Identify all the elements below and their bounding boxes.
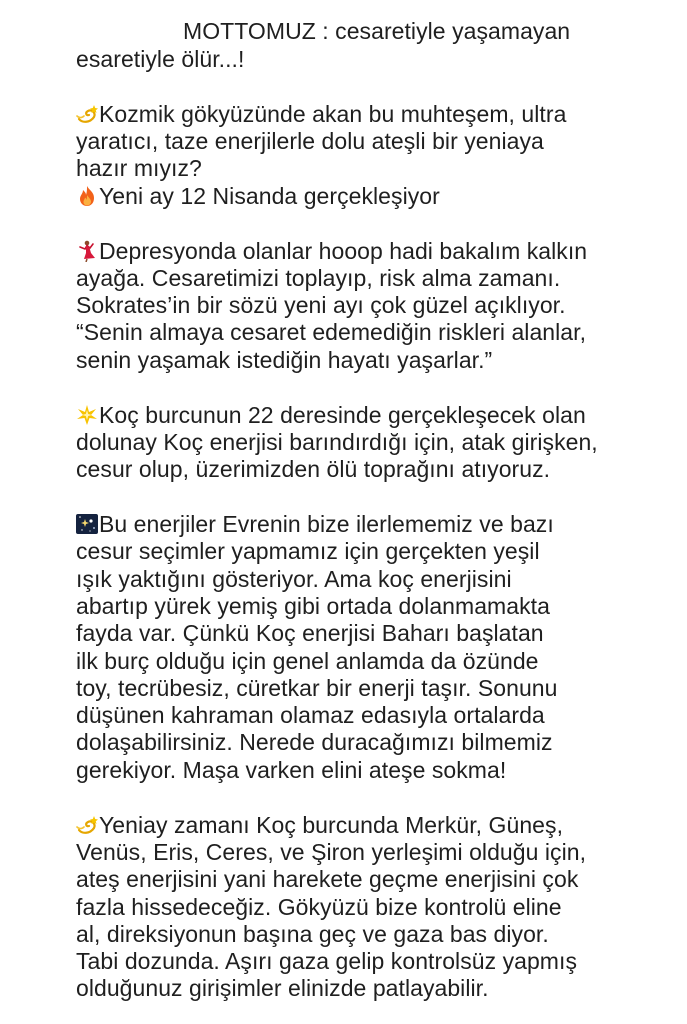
paragraph-5-line-7: toy, tecrübesiz, cüretkar bir enerji taşır. Sonunu <box>76 675 558 701</box>
paragraph-1-line-3: hazır mıyız? <box>76 155 202 181</box>
paragraph-5-line-4: abartıp yürek yemiş gibi ortada dolanmamakta <box>76 593 550 619</box>
paragraph-4-text-1: Koç burcunun 22 deresinde gerçekleşecek olan <box>99 402 586 428</box>
paragraph-6-line-7: olduğunuz girişimler elinizde patlayabilir. <box>76 975 489 1001</box>
dizzy-icon <box>76 103 98 125</box>
paragraph-4-line-2: dolunay Koç enerjisi barındırdığı için, atak girişken, <box>76 429 598 455</box>
paragraph-6-line-6: Tabi dozunda. Aşırı gaza gelip kontrolsüz yapmış <box>76 948 578 974</box>
paragraph-3-line-4: “Senin almaya cesaret edemediğin riskleri alanlar, <box>76 319 587 345</box>
motto-line-2: esaretiyle ölür...! <box>76 46 245 72</box>
paragraph-5-line-1 <box>76 511 554 538</box>
paragraph-3-line-5: senin yaşamak istediğin hayatı yaşarlar.” <box>76 347 493 373</box>
paragraph-6-line-3: ateş enerjisini yani harekete geçme enerjisini çok <box>76 866 579 892</box>
paragraph-1-text-1: Kozmik gökyüzünde akan bu muhteşem, ultra <box>99 101 567 127</box>
paragraph-5-line-3: ışık yaktığını gösteriyor. Ama koç enerjisini <box>76 566 512 592</box>
paragraph-5-line-9: dolaşabilirsiniz. Nerede duracağımızı bilmemiz <box>76 729 553 755</box>
paragraph-1-line-1 <box>76 101 566 128</box>
paragraph-2-line-1 <box>76 183 440 210</box>
paragraph-4-line-1 <box>76 402 586 429</box>
motto-line-1: MOTTOMUZ : cesaretiyle yaşamayan <box>183 18 571 44</box>
paragraph-3-line-2: ayağa. Cesaretimizi toplayıp, risk alma zamanı. <box>76 265 561 291</box>
night-sky-icon <box>76 513 98 535</box>
paragraph-5-text-1: Bu enerjiler Evrenin bize ilerlememiz ve bazı <box>99 511 554 537</box>
dizzy-icon <box>76 814 98 836</box>
paragraph-6-text-1: Yeniay zamanı Koç burcunda Merkür, Güneş, <box>99 812 564 838</box>
paragraph-5-line-2: cesur seçimler yapmamız için gerçekten yeşil <box>76 538 540 564</box>
paragraph-6-line-5: al, direksiyonun başına geç ve gaza bas diyor. <box>76 921 549 947</box>
paragraph-5-line-10: gerekiyor. Maşa varken elini ateşe sokma! <box>76 757 507 783</box>
paragraph-6-line-1 <box>76 812 563 839</box>
paragraph-6-line-2: Venüs, Eris, Ceres, ve Şiron yerleşimi olduğu için, <box>76 839 587 865</box>
fire-icon <box>76 185 98 207</box>
dancer-icon <box>76 240 98 262</box>
paragraph-3-text-1: Depresyonda olanlar hooop hadi bakalım kalkın <box>99 238 588 264</box>
paragraph-3-line-1 <box>76 238 587 265</box>
paragraph-5-line-5: fayda var. Çünkü Koç enerjisi Baharı başlatan <box>76 620 544 646</box>
paragraph-2-text-1: Yeni ay 12 Nisanda gerçekleşiyor <box>99 183 440 209</box>
paragraph-1-line-2: yaratıcı, taze enerjilerle dolu ateşli bir yeniaya <box>76 128 544 154</box>
paragraph-5-line-8: düşünen kahraman olamaz edasıyla ortalarda <box>76 702 545 728</box>
paragraph-4-line-3: cesur olup, üzerimizden ölü toprağını atıyoruz. <box>76 456 551 482</box>
sparkle-star-icon <box>76 404 98 426</box>
paragraph-3-line-3: Sokrates’in bir sözü yeni ayı çok güzel açıklıyor. <box>76 292 566 318</box>
paragraph-6-line-4: fazla hissedeceğiz. Gökyüzü bize kontrolü eline <box>76 894 562 920</box>
paragraph-5-line-6: ilk burç olduğu için genel anlamda da özünde <box>76 648 539 674</box>
